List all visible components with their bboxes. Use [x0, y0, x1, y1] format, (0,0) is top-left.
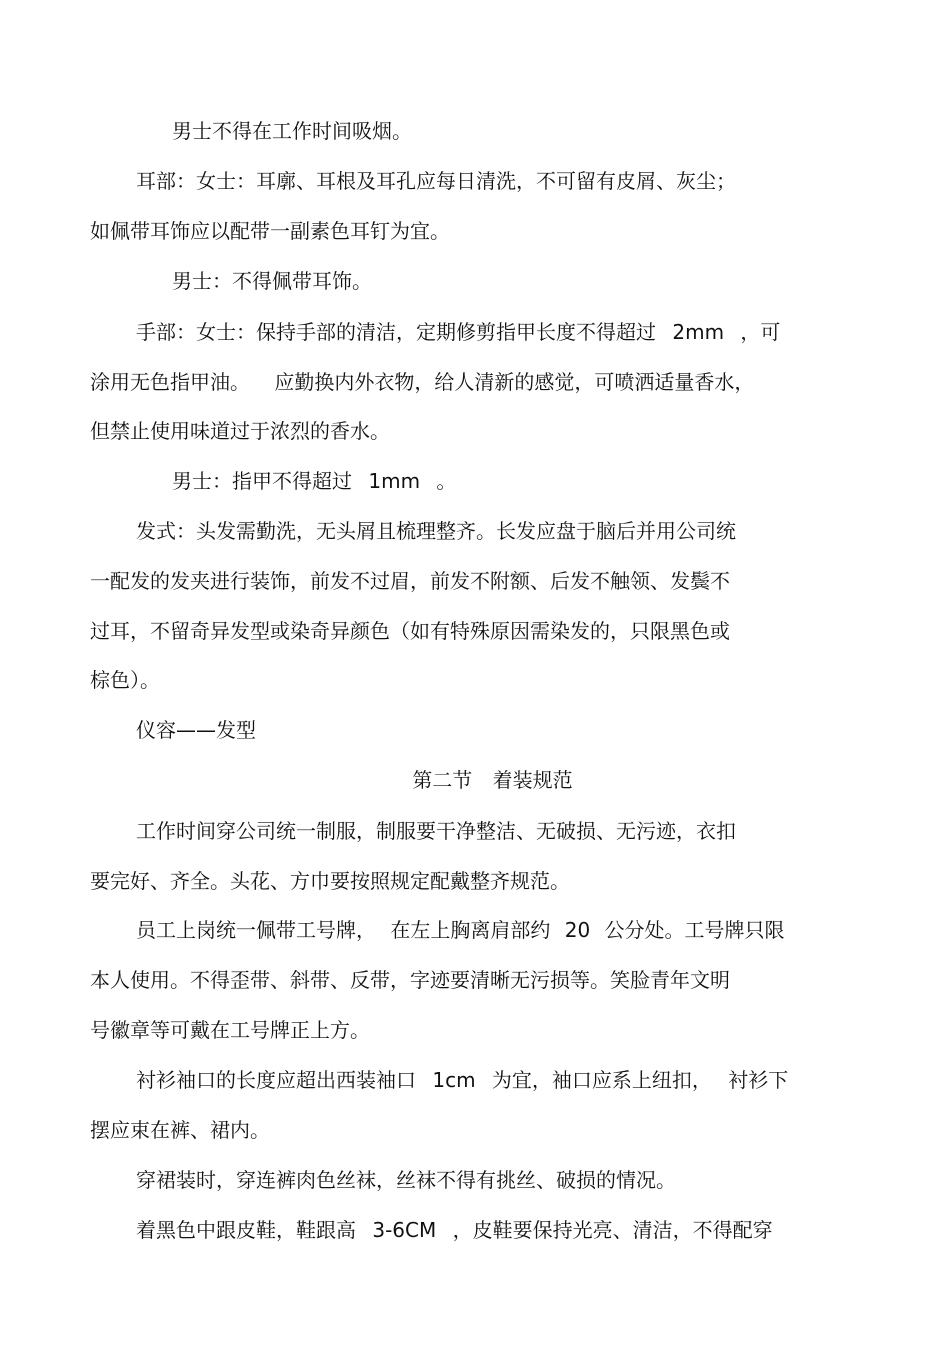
paragraph-line: 一配发的发夹进行装饰，前发不过眉，前发不附额、后发不触领、发鬓不 [90, 569, 730, 593]
section-title: 第二节 着装规范 [412, 768, 573, 792]
paragraph-line: 耳部：女士：耳廓、耳根及耳孔应每日清洗，不可留有皮屑、灰尘； [136, 169, 736, 193]
paragraph-line: 工作时间穿公司统一制服，制服要干净整洁、无破损、无污迹，衣扣 [136, 819, 736, 843]
paragraph-line: 发式：头发需勤洗，无头屑且梳理整齐。长发应盘于脑后并用公司统 [136, 519, 736, 543]
paragraph-line: 棕色）。 [90, 668, 160, 692]
paragraph-line: 摆应束在裤、裙内。 [90, 1118, 270, 1142]
paragraph-line: 要完好、齐全。头花、方巾要按照规定配戴整齐规范。 [90, 869, 570, 893]
section-heading: 仪容——发型 [136, 718, 256, 742]
paragraph-line: 本人使用。不得歪带、斜带、反带，字迹要清晰无污损等。笑脸青年文明 [90, 968, 730, 992]
paragraph-line: 过耳，不留奇异发型或染奇异颜色（如有特殊原因需染发的，只限黑色或 [90, 619, 730, 643]
paragraph-line: 男士：不得佩带耳饰。 [172, 269, 372, 293]
paragraph-line: 如佩带耳饰应以配带一副素色耳钉为宜。 [90, 219, 450, 243]
paragraph-line: 员工上岗统一佩带工号牌， 在左上胸离肩部约 20 公分处。工号牌只限 [136, 918, 785, 942]
paragraph-line: 手部：女士：保持手部的清洁，定期修剪指甲长度不得超过 2mm ，可 [136, 320, 781, 344]
paragraph-line: 号徽章等可戴在工号牌正上方。 [90, 1018, 370, 1042]
paragraph-line: 着黑色中跟皮鞋，鞋跟高 3-6CM ，皮鞋要保持光亮、清洁，不得配穿 [136, 1218, 773, 1242]
paragraph-line: 男士不得在工作时间吸烟。 [172, 119, 412, 143]
paragraph-line: 但禁止使用味道过于浓烈的香水。 [90, 419, 390, 443]
paragraph-line: 涂用无色指甲油。 应勤换内外衣物，给人清新的感觉，可喷洒适量香水， [90, 370, 755, 394]
paragraph-line: 衬衫袖口的长度应超出西装袖口 1cm 为宜，袖口应系上纽扣， 衬衫下 [136, 1068, 789, 1092]
paragraph-line: 穿裙装时，穿连裤肉色丝袜，丝袜不得有挑丝、破损的情况。 [136, 1168, 676, 1192]
paragraph-line: 男士：指甲不得超过 1mm 。 [172, 469, 457, 493]
